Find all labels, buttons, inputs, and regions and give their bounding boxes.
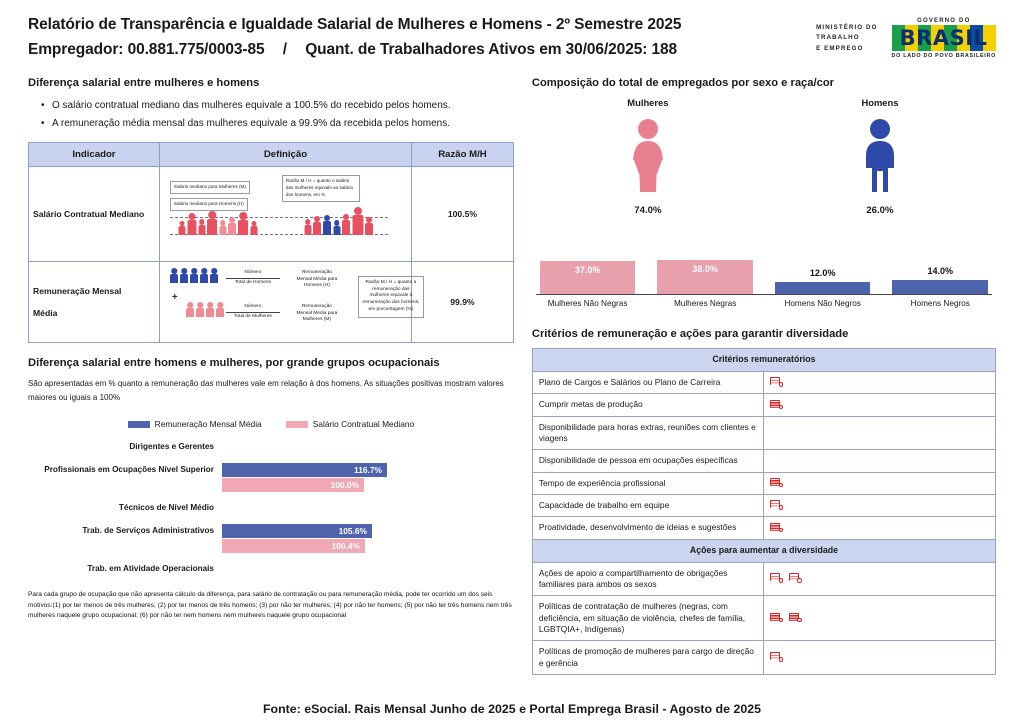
table-row (532, 371, 995, 393)
bullet-item: • O salário contratual mediano das mulheres equivale a 100.5% do recebido pelos homens. (52, 97, 514, 115)
table-row (532, 641, 995, 675)
legend-item (286, 419, 415, 429)
gov-top-label: GOVERNO DO (917, 18, 971, 24)
table-row (532, 517, 995, 539)
occupation-row (28, 523, 514, 538)
box-line-2: Mensal Média para (296, 310, 338, 316)
box-line-3: Mulheres (M) (302, 317, 332, 323)
legend-label: Remuneração Mensal Média (154, 419, 262, 429)
header-titles (28, 16, 681, 59)
race-category-label: Homens Negros (910, 299, 970, 308)
person-icon (187, 213, 197, 235)
legend-label: Salário Contratual Mediano (312, 419, 415, 429)
table-row (29, 262, 514, 343)
criteria-icons (764, 394, 996, 416)
criteria-label: Disponibilidade para horas extras, reuniões com clientes e viagens (532, 416, 764, 450)
person-icon (342, 214, 351, 235)
footer-source: Fonte: eSocial. Rais Mensal Junho de 2025 e Portal Emprega Brasil - Agosto de 2025 (262, 702, 762, 716)
person-icon (238, 212, 249, 235)
criteria-label: Cumprir metas de produção (532, 394, 764, 416)
bar-value-label: 100.4% (331, 540, 360, 551)
men-block (790, 97, 970, 216)
check-mark-icon (770, 400, 783, 411)
box-line-2: Mensal Média para (296, 276, 338, 282)
race-category-label: Homens Não Negros (784, 299, 861, 308)
occupation-row (28, 462, 514, 477)
label-median-men: Salário mediano para Homens (H) (170, 198, 248, 211)
employer-line (28, 41, 681, 59)
person-icon (207, 211, 218, 235)
person-icon (196, 302, 205, 317)
col-header-ratio: Razão M/H (412, 143, 514, 167)
criteria-icons (764, 494, 996, 516)
person-icon (200, 268, 209, 283)
race-column (540, 261, 636, 294)
bar-mulheres-negras (657, 260, 753, 294)
race-column (775, 268, 871, 294)
occupation-bars (222, 524, 514, 538)
check-mark-icon (789, 573, 802, 584)
person-icon (180, 268, 189, 283)
occupation-row (28, 439, 514, 454)
ratio-median-salary: 100.5% (412, 167, 514, 262)
sex-composition-pictograms (532, 97, 996, 216)
occupation-chart-footnote: Para cada grupo de ocupação que não apresenta cálculo da diferença, para salário de contratação ou para remuneração média, pode ter ocorrido um dos seis motivos:(1) por ter menos de três mulheres; (2) por ter menos de três homens; (3) por não ter mulheres; (4) por não ter homens; (5) por não ter três homens nem três mulheres naquele grupo ocupacional; (6) por não ter nem homens nem mulheres naquele grupo ocupacional (28, 591, 512, 620)
box-line-3: Homens (H) (303, 283, 330, 289)
person-icon (198, 219, 206, 235)
legend-item (128, 419, 262, 429)
bar-value-label: 38.0% (692, 264, 718, 274)
bar-homens-negros (892, 266, 988, 294)
criteria-label: Capacidade de trabalho em equipe (532, 494, 764, 516)
bar-value-label: 12.0% (809, 268, 836, 278)
title-separator: / (282, 41, 287, 58)
right-column (532, 63, 996, 675)
criteria-icons-empty (764, 416, 996, 450)
occupation-row (28, 561, 514, 576)
criteria-table (532, 348, 996, 675)
man-icon (859, 118, 901, 192)
check-mark-icon (770, 613, 783, 624)
women-average-pay-box (286, 301, 348, 327)
person-icon (304, 219, 312, 235)
left-section2-title: Diferença salarial entre homens e mulheres, por grande grupos ocupacionais (28, 357, 440, 369)
person-icon (333, 220, 341, 235)
occupation-label: Técnicos de Nível Médio (118, 503, 214, 512)
person-icon (186, 302, 195, 317)
fraction-numerator: Número (244, 270, 262, 275)
person-icon (313, 216, 322, 235)
table-row (29, 167, 514, 262)
table-header-row (29, 143, 514, 167)
ministry-line-2: TRABALHO (816, 34, 860, 42)
row-indicator-monthly-pay (29, 262, 160, 343)
women-title: Mulheres (627, 97, 669, 108)
women-block (558, 97, 738, 216)
race-category-label: Mulheres Negras (673, 299, 737, 308)
person-icon (219, 220, 227, 235)
action-label: Políticas de promoção de mulheres para cargo de direção e gerência (532, 641, 764, 675)
table-row (532, 416, 995, 450)
box-line-1: Remuneração (301, 270, 332, 275)
page-header (0, 0, 1024, 63)
person-icon (210, 268, 219, 283)
actions-header-row (532, 539, 995, 562)
occupation-row (28, 477, 514, 492)
occupation-label: Trab. em Atividade Operacionais (87, 564, 214, 573)
person-icon (216, 302, 225, 317)
occupation-row (28, 500, 514, 515)
bar-mulheres-nao-negras (540, 261, 636, 294)
right-section2-title: Critérios de remuneração e ações para garantir diversidade (531, 328, 849, 340)
ministry-line-1: MINISTÉRIO DO (816, 24, 878, 32)
race-composition-chart (532, 232, 996, 310)
criteria-header-row (532, 349, 995, 372)
occupation-label: Dirigentes e Gerentes (129, 442, 214, 451)
check-mark-icon (770, 500, 783, 511)
bar-monthly-pay (222, 463, 387, 477)
women-pictogram-group (178, 211, 258, 235)
label-median-women: Salário mediano para Mulheres (M) (170, 181, 250, 194)
fraction-numerator: Número (244, 304, 262, 309)
monthly-pay-diagram (164, 266, 420, 338)
legend-swatch-monthly (128, 421, 150, 428)
left-section1-title: Diferença salarial entre mulheres e homens (28, 77, 260, 89)
bar-homens-nao-negros (775, 268, 871, 294)
occupation-bars (222, 539, 514, 553)
col-header-indicator: Indicador (29, 143, 160, 167)
race-category-label: Mulheres Não Negras (547, 299, 628, 308)
check-mark-icon (770, 523, 783, 534)
race-chart-labels (532, 295, 996, 308)
men-percentage: 26.0% (866, 205, 894, 216)
action-icons (764, 641, 996, 675)
person-icon (206, 302, 215, 317)
occupation-chart-legend (28, 419, 514, 429)
occupation-label: Profissionais em Ocupações Nível Superior (44, 465, 214, 474)
bar-value-label: 37.0% (574, 265, 601, 275)
person-icon (323, 215, 332, 235)
gov-brasil-logo (892, 18, 996, 59)
occupation-group (28, 500, 514, 515)
table-row (532, 394, 995, 416)
check-mark-icon (770, 652, 783, 663)
action-icons (764, 562, 996, 596)
row-indicator-median-salary: Salário Contratual Mediano (29, 167, 160, 262)
action-label: Políticas de contratação de mulheres (negras, com deficiência, em situação de violência, chefes de família, LGBTQIA+, Indígenas) (532, 596, 764, 641)
ministry-line-3: E EMPREGO (816, 44, 864, 52)
brasil-wordmark (892, 25, 996, 51)
check-mark-icon (789, 613, 802, 624)
content-columns (0, 63, 1024, 675)
bar-value-label: 105.6% (338, 525, 367, 536)
person-icon (190, 268, 199, 283)
bullet-item: • A remuneração média mensal das mulheres equivale a 99.9% da recebida pelos homens. (52, 115, 514, 133)
occupation-bars (222, 561, 514, 576)
occupation-bars (222, 500, 514, 515)
ratio-monthly-pay: 99.9% (412, 262, 514, 343)
logos (816, 16, 996, 59)
table-row (532, 494, 995, 516)
race-column (657, 260, 753, 294)
fraction-denominator: Total de Homens (226, 278, 280, 287)
occupation-group (28, 561, 514, 576)
occupation-bars (222, 463, 514, 477)
plus-icon: + (171, 292, 178, 303)
ministry-logo (816, 23, 877, 54)
table-row (532, 596, 995, 641)
bar-contract-salary (222, 539, 365, 553)
check-mark-icon (770, 377, 783, 388)
indicator-line-2: Média (33, 308, 58, 318)
actions-header: Ações para aumentar a diversidade (532, 539, 995, 562)
criteria-label: Disponibilidade de pessoa em ocupações específicas (532, 450, 764, 472)
criteria-label: Proatividade, desenvolvimento de ideias e sugestões (532, 517, 764, 539)
occupation-bars (222, 478, 514, 492)
criteria-icons (764, 371, 996, 393)
salary-bullets (28, 97, 514, 132)
definition-cell-median-salary (159, 167, 411, 262)
criteria-icons-empty (764, 450, 996, 472)
bar-contract-salary (222, 478, 364, 492)
woman-icon (625, 118, 671, 192)
right-section1-title: Composição do total de empregados por sexo e raça/cor (531, 77, 835, 89)
fraction-women (226, 304, 280, 320)
left-column (28, 63, 514, 675)
criteria-icons (764, 472, 996, 494)
table-row (532, 450, 995, 472)
occupation-group (28, 439, 514, 454)
check-mark-icon (770, 478, 783, 489)
action-icons (764, 596, 996, 641)
bar-monthly-pay (222, 524, 372, 538)
ratio-explanation-box: Razão M / H = quanto a remuneração das mulheres equivale à remuneração dos homens, em porcentagem (%) (358, 276, 424, 318)
person-icon (352, 207, 364, 235)
fraction-men (226, 270, 280, 286)
legend-swatch-contract (286, 421, 308, 428)
person-icon (228, 217, 237, 235)
women-icons-small (186, 302, 225, 317)
occupation-group (28, 523, 514, 553)
criteria-header: Critérios remuneratórios (532, 349, 995, 372)
table-row (532, 472, 995, 494)
race-bar-columns (532, 232, 996, 294)
action-label: Ações de apoio a compartilhamento de obrigações familiares para ambos os sexos (532, 562, 764, 596)
men-title: Homens (861, 97, 899, 108)
employer-label: Empregador: 00.881.775/0003-85 (28, 41, 265, 58)
race-column (892, 266, 988, 294)
label-ratio-explanation: Razão M / H = quanto o salário das mulheres equivale ao salário dos homens, em % (282, 175, 360, 202)
left-section2-note: São apresentadas em % quanto a remuneração das mulheres vale em relação à dos homens. As situações positivas mostram valores maiores ou iguais a 100% (28, 379, 504, 402)
occupation-group (28, 462, 514, 492)
bar-value-label: 116.7% (354, 464, 382, 475)
check-mark-icon (770, 573, 783, 584)
indicator-table (28, 142, 514, 343)
brasil-text: BRASIL (899, 26, 988, 50)
bar-value-label: 100.0% (330, 479, 359, 490)
person-icon (365, 217, 374, 235)
workers-count-label: Quant. de Trabalhadores Ativos em 30/06/2025: 188 (305, 41, 678, 58)
fraction-denominator: Total de Mulheres (226, 312, 280, 321)
criteria-icons (764, 517, 996, 539)
page-title: Relatório de Transparência e Igualdade Salarial de Mulheres e Homens - 2º Semestre 2025 (28, 16, 682, 33)
occupation-label: Trab. de Serviços Administrativos (82, 526, 214, 535)
criteria-label: Plano de Cargos e Salários ou Plano de Carreira (532, 371, 764, 393)
occupation-row (28, 538, 514, 553)
criteria-label: Tempo de experiência profissional (532, 472, 764, 494)
women-percentage: 74.0% (634, 205, 662, 216)
bar-value-label: 14.0% (927, 266, 953, 276)
person-icon (178, 221, 186, 235)
box-line-1: Remuneração (301, 304, 332, 309)
indicator-line-1: Remuneração Mensal (33, 286, 122, 296)
men-icons-small (170, 268, 219, 283)
col-header-definition: Definição (159, 143, 411, 167)
median-salary-pictogram (164, 171, 407, 257)
table-row (532, 562, 995, 596)
person-icon (250, 221, 258, 235)
gov-bottom-label: DO LADO DO POVO BRASILEIRO (891, 53, 996, 59)
occupation-bars (222, 439, 514, 454)
men-average-pay-box (286, 267, 348, 293)
men-pictogram-group (304, 207, 374, 235)
person-icon (170, 268, 179, 283)
definition-cell-monthly-pay (159, 262, 420, 343)
occupation-chart (28, 439, 514, 576)
